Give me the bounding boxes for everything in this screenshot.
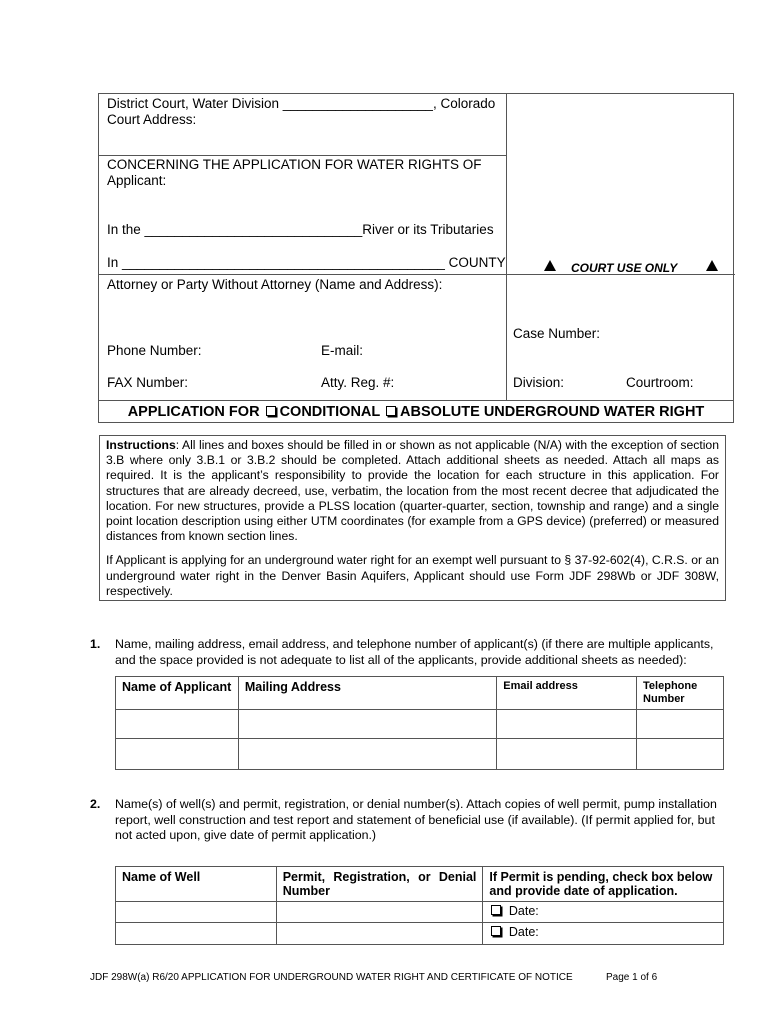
title-absolute: ABSOLUTE UNDERGROUND WATER RIGHT — [400, 404, 705, 420]
county-prefix: In — [107, 255, 119, 270]
court-address-label: Court Address: — [107, 112, 197, 127]
title-prefix: APPLICATION FOR — [127, 404, 260, 420]
river-prefix: In the — [107, 222, 141, 237]
instructions-paragraph-1 — [106, 438, 719, 544]
well-name-cell[interactable] — [116, 902, 277, 923]
header-mailing-address: Mailing Address — [238, 677, 496, 710]
case-number-label: Case Number: — [513, 326, 601, 341]
court-line: District Court, Water Division ____________________, Colorado — [107, 96, 496, 111]
caption-box — [98, 93, 734, 401]
caption-rule-1 — [99, 155, 507, 156]
header-telephone-number: Telephone Number — [637, 677, 724, 710]
attorney-label: Attorney or Party Without Attorney (Name and Address): — [107, 277, 443, 292]
email-address-cell[interactable] — [497, 710, 637, 739]
pending-checkbox[interactable] — [491, 905, 501, 915]
mailing-address-cell[interactable] — [238, 739, 496, 770]
county-suffix: COUNTY — [448, 255, 506, 270]
header-permit-number: Permit, Registration, or Denial Number — [276, 867, 483, 902]
river-line — [107, 223, 494, 238]
well-name-cell[interactable] — [116, 923, 277, 945]
applicant-name-cell[interactable] — [116, 739, 239, 770]
table-row — [116, 739, 724, 770]
up-arrow-icon — [706, 260, 718, 271]
instructions-label: Instructions — [106, 438, 176, 452]
river-blank[interactable]: _____________________________ — [144, 222, 363, 237]
applicant-label: Applicant: — [107, 173, 167, 188]
footer-page-number: Page 1 of 6 — [606, 972, 658, 983]
applicant-name-cell[interactable] — [116, 710, 239, 739]
header-permit-pending: If Permit is pending, check box below and provide date of application. — [483, 867, 724, 902]
header-name-of-applicant: Name of Applicant — [116, 677, 239, 710]
county-blank[interactable]: ___________________________________________ — [122, 255, 445, 270]
pending-checkbox[interactable] — [491, 926, 501, 936]
question-2-number: 2. — [90, 797, 101, 811]
telephone-cell[interactable] — [637, 739, 724, 770]
table-row — [116, 923, 724, 945]
court-use-only-label: COURT USE ONLY — [571, 261, 678, 275]
question-2-text: Name(s) of well(s) and permit, registration, or denial number(s). Attach copies of well permit, pump installation report, well construction and test report and statement of beneficial use (if available). (If permit applied for, but not acted upon, give date of permit application.) — [115, 797, 717, 842]
question-1 — [90, 637, 728, 668]
phone-label: Phone Number: — [107, 343, 202, 358]
instructions-box — [99, 435, 726, 601]
applicant-table — [115, 676, 724, 770]
division-label: Division: — [513, 375, 565, 390]
up-arrow-icon — [544, 260, 556, 271]
caption-rule-2 — [99, 274, 735, 275]
table-row — [116, 710, 724, 739]
absolute-checkbox[interactable] — [386, 406, 396, 416]
pending-date-cell — [483, 902, 724, 923]
county-line — [107, 256, 506, 271]
mailing-address-cell[interactable] — [238, 710, 496, 739]
river-suffix: River or its Tributaries — [362, 222, 494, 237]
table-header-row — [116, 677, 724, 710]
question-1-number: 1. — [90, 637, 101, 651]
pending-date-cell — [483, 923, 724, 945]
concerning-text: CONCERNING THE APPLICATION FOR WATER RIGHTS OF — [107, 157, 482, 172]
date-label: Date: — [508, 904, 539, 918]
email-address-cell[interactable] — [497, 739, 637, 770]
conditional-checkbox[interactable] — [266, 406, 276, 416]
atty-reg-label: Atty. Reg. #: — [321, 375, 395, 390]
permit-number-cell[interactable] — [276, 902, 483, 923]
date-label: Date: — [508, 925, 539, 939]
table-row — [116, 902, 724, 923]
question-2 — [90, 797, 728, 844]
footer-form-id: JDF 298W(a) R6/20 APPLICATION FOR UNDERGROUND WATER RIGHT AND CERTIFICATE OF NOTICE — [90, 972, 573, 983]
fax-label: FAX Number: — [107, 375, 189, 390]
permit-number-cell[interactable] — [276, 923, 483, 945]
question-1-text: Name, mailing address, email address, and telephone number of applicant(s) (if there are multiple applicants, and the space provided is not adequate to list all of the applicants, provide additional sheets as needed): — [115, 637, 714, 667]
header-email-address: Email address — [497, 677, 637, 710]
instructions-text-1: : All lines and boxes should be filled in or shown as not applicable (N/A) with the exception of section 3.B where only 3.B.1 or 3.B.2 should be completed. Attach additional sheets as needed. Attach all maps as required. It is the applicant’s responsibility to provide the location for each structure in this application. For structures that are already decreed, use, verbatim, the location from the most recent decree that adjudicated the location. For new structures, provide a PLSS location (quarter-quarter, section, township and range) and a single point location description using either UTM coordinates (for example from a GPS device) (preferred) or measured distances from known section lines. — [106, 438, 719, 544]
header-name-of-well: Name of Well — [116, 867, 277, 902]
courtroom-label: Courtroom: — [626, 375, 694, 390]
email-label: E-mail: — [321, 343, 364, 358]
table-header-row — [116, 867, 724, 902]
application-title — [98, 401, 734, 423]
telephone-cell[interactable] — [637, 710, 724, 739]
title-conditional: CONDITIONAL — [279, 404, 381, 420]
well-table — [115, 866, 724, 945]
instructions-paragraph-2: If Applicant is applying for an underground water right for an exempt well pursuant to § 37-92-602(4), C.R.S. or an underground water right in the Denver Basin Aquifers, Applicant should use Form JDF 298Wb or JDF 308W, respectively. — [106, 553, 719, 598]
